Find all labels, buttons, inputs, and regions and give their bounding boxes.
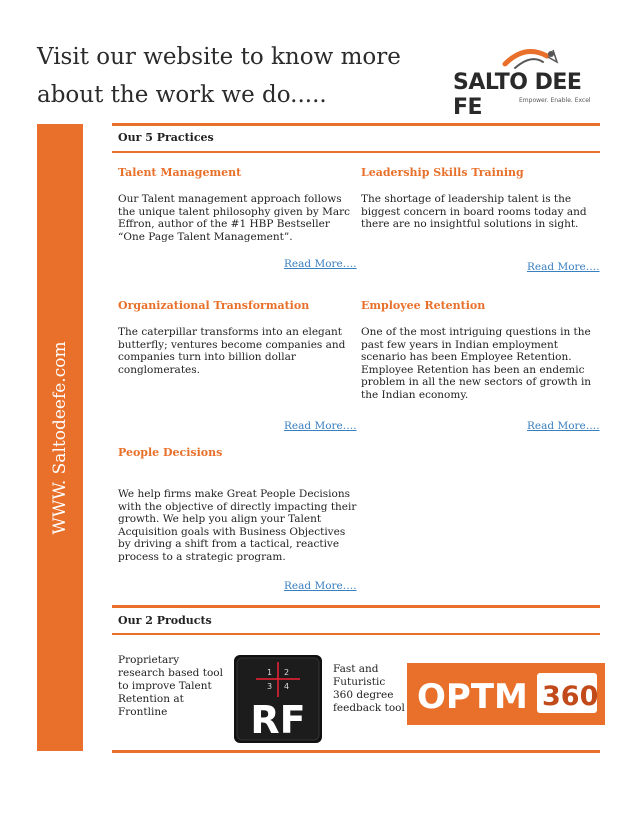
salto-dee-fe-logo[interactable]	[447, 42, 607, 120]
rf-quadrant-label: 2	[284, 668, 290, 677]
practice-title-employee-retention: Employee Retention	[361, 299, 486, 312]
optm-360-product-logo	[407, 663, 605, 725]
read-more-link[interactable]: Read More….	[284, 420, 357, 432]
practice-title-talent-management: Talent Management	[118, 166, 242, 179]
section-divider	[112, 123, 600, 126]
practice-body-employee-retention: One of the most intriguing questions in the past few years in Indian employment scenario has been Employee Retention. Employee Retention has been an endemic problem in all the new sectors of growth in the Indian economy.	[361, 326, 592, 401]
rf-logo-text: RF	[250, 698, 306, 742]
optm-logo-number: 360	[542, 681, 599, 712]
rf-quadrant-label: 4	[284, 682, 290, 691]
read-more-link[interactable]: Read More….	[284, 580, 357, 592]
rf-quadrant-label: 3	[267, 682, 273, 691]
product-description-rf: Proprietary research based tool to improve Talent Retention at Frontline	[118, 654, 223, 718]
optm-logo-word: OPTM	[417, 677, 528, 717]
read-more-link[interactable]: Read More….	[284, 258, 357, 270]
practice-title-people-decisions: People Decisions	[118, 446, 223, 459]
website-url[interactable]: WWW. Saltodeefe.com	[50, 340, 70, 535]
logo-name: SALTO DEE FE	[453, 70, 582, 120]
rf-product-logo	[234, 655, 322, 743]
section-divider	[112, 750, 600, 753]
practice-body-leadership-skills: The shortage of leadership talent is the biggest concern in board rooms today and there are no insightful solutions in sight.	[361, 193, 587, 230]
product-description-optm: Fast and Futuristic 360 degree feedback tool	[333, 663, 405, 714]
practices-heading: Our 5 Practices	[118, 131, 214, 144]
practice-body-organizational-transformation: The caterpillar transforms into an elegant butterfly; ventures become companies and companies turn into billion dollar conglomerates.	[118, 326, 346, 376]
products-heading: Our 2 Products	[118, 614, 212, 627]
website-sidebar[interactable]	[37, 124, 83, 751]
practice-body-people-decisions: We help firms make Great People Decisions with the objective of directly impacting their growth. We help you align your Talent Acquisition goals with Business Objectives by driving a shift from a tactical, reactive process to a strategic program.	[118, 488, 357, 563]
rf-quadrant-label: 1	[267, 668, 273, 677]
practice-title-leadership-skills: Leadership Skills Training	[361, 166, 524, 179]
section-divider	[112, 633, 600, 635]
read-more-link[interactable]: Read More….	[527, 261, 600, 273]
section-divider	[112, 151, 600, 153]
logo-tagline: Empower. Enable. Excel	[519, 97, 591, 104]
page-headline: Visit our website to know more about the work we do.....	[37, 44, 401, 108]
practice-title-organizational-transformation: Organizational Transformation	[118, 299, 310, 312]
section-divider	[112, 605, 600, 608]
read-more-link[interactable]: Read More….	[527, 420, 600, 432]
practice-body-talent-management: Our Talent management approach follows the unique talent philosophy given by Marc Effron, author of the #1 HBP Bestseller “One Page Talent Management”.	[118, 193, 351, 243]
